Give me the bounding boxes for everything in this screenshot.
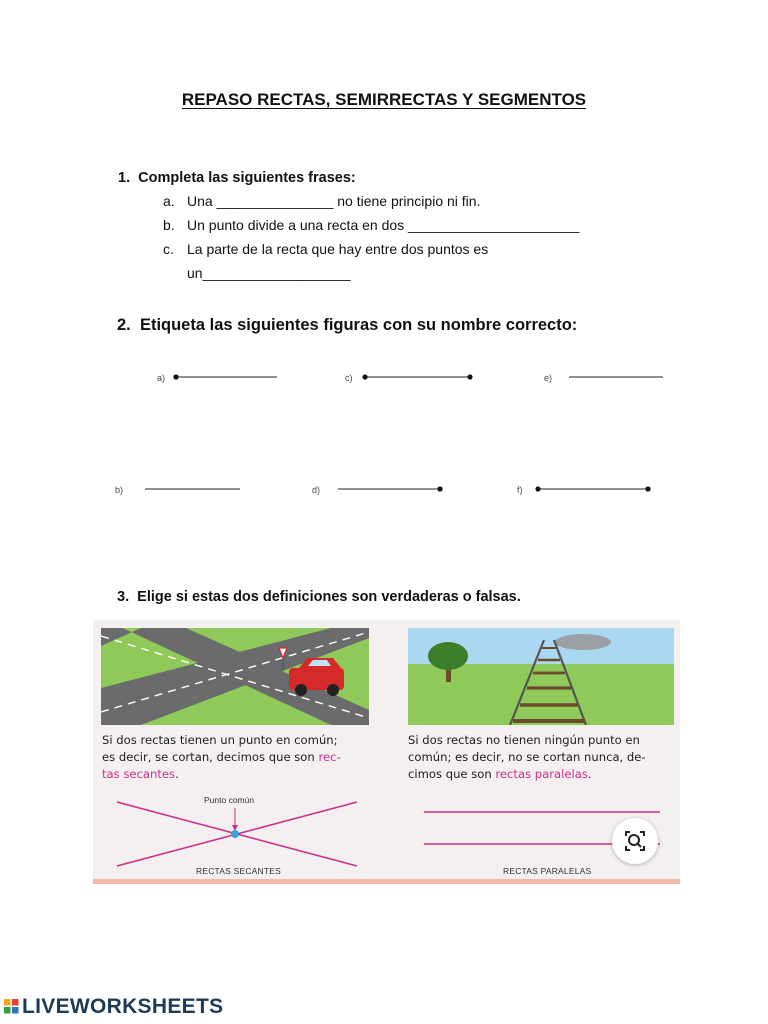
common-point-dot <box>231 830 239 838</box>
question-1-item-b: b. Un punto divide a una recta en dos ______________________ <box>163 217 580 233</box>
caption-rectas-secantes: RECTAS SECANTES <box>196 866 282 876</box>
panel-bottom-border <box>93 879 680 884</box>
question-1-item-a: a. Una _______________ no tiene principio ni fin. <box>163 193 481 209</box>
zoom-search-button[interactable] <box>612 818 658 864</box>
secant-lines-diagram <box>101 800 369 870</box>
caption-rectas-paralelas: RECTAS PARALELAS <box>503 866 592 876</box>
figure-a-label: a) <box>157 373 166 383</box>
question-1-prompt: 1. Completa las siguientes frases: <box>118 170 356 186</box>
zoom-search-icon <box>612 818 658 864</box>
definition-secantes: Si dos rectas tienen un punto en común; es decir, se cortan, decimos que son rec- tas secantes. <box>102 733 341 781</box>
figure-c-segmento <box>362 374 472 379</box>
question-1-item-c-continuation: un___________________ <box>187 265 351 281</box>
figure-f-segmento <box>535 486 650 491</box>
question-2-prompt: 2. Etiqueta las siguientes figuras con su nombre correcto: <box>117 316 578 334</box>
definition-paralelas: Si dos rectas no tienen ningún punto en común; es decir, no se cortan nunca, de- cimos que son rectas paralelas. <box>408 733 646 781</box>
liveworksheets-logo[interactable]: LIVEWORKSHEETS <box>22 995 224 1018</box>
figure-a-semirrecta <box>173 374 277 379</box>
punto-comun-label: Punto común <box>204 795 255 805</box>
figure-e-label: e) <box>544 373 553 383</box>
question-1-item-c: c. La parte de la recta que hay entre dos puntos es <box>163 241 489 257</box>
figure-d-label: d) <box>312 485 321 495</box>
liveworksheets-logo-icon <box>4 999 19 1014</box>
railway-illustration <box>408 628 674 725</box>
figure-c-label: c) <box>345 373 353 383</box>
figure-f-label: f) <box>517 485 523 495</box>
figure-d-semirrecta <box>338 486 443 491</box>
question-3-prompt: 3. Elige si estas dos definiciones son verdaderas o falsas. <box>117 589 521 605</box>
page-title: REPASO RECTAS, SEMIRRECTAS Y SEGMENTOS <box>181 90 587 109</box>
figure-b-label: b) <box>115 485 124 495</box>
crossroads-illustration <box>101 628 369 725</box>
